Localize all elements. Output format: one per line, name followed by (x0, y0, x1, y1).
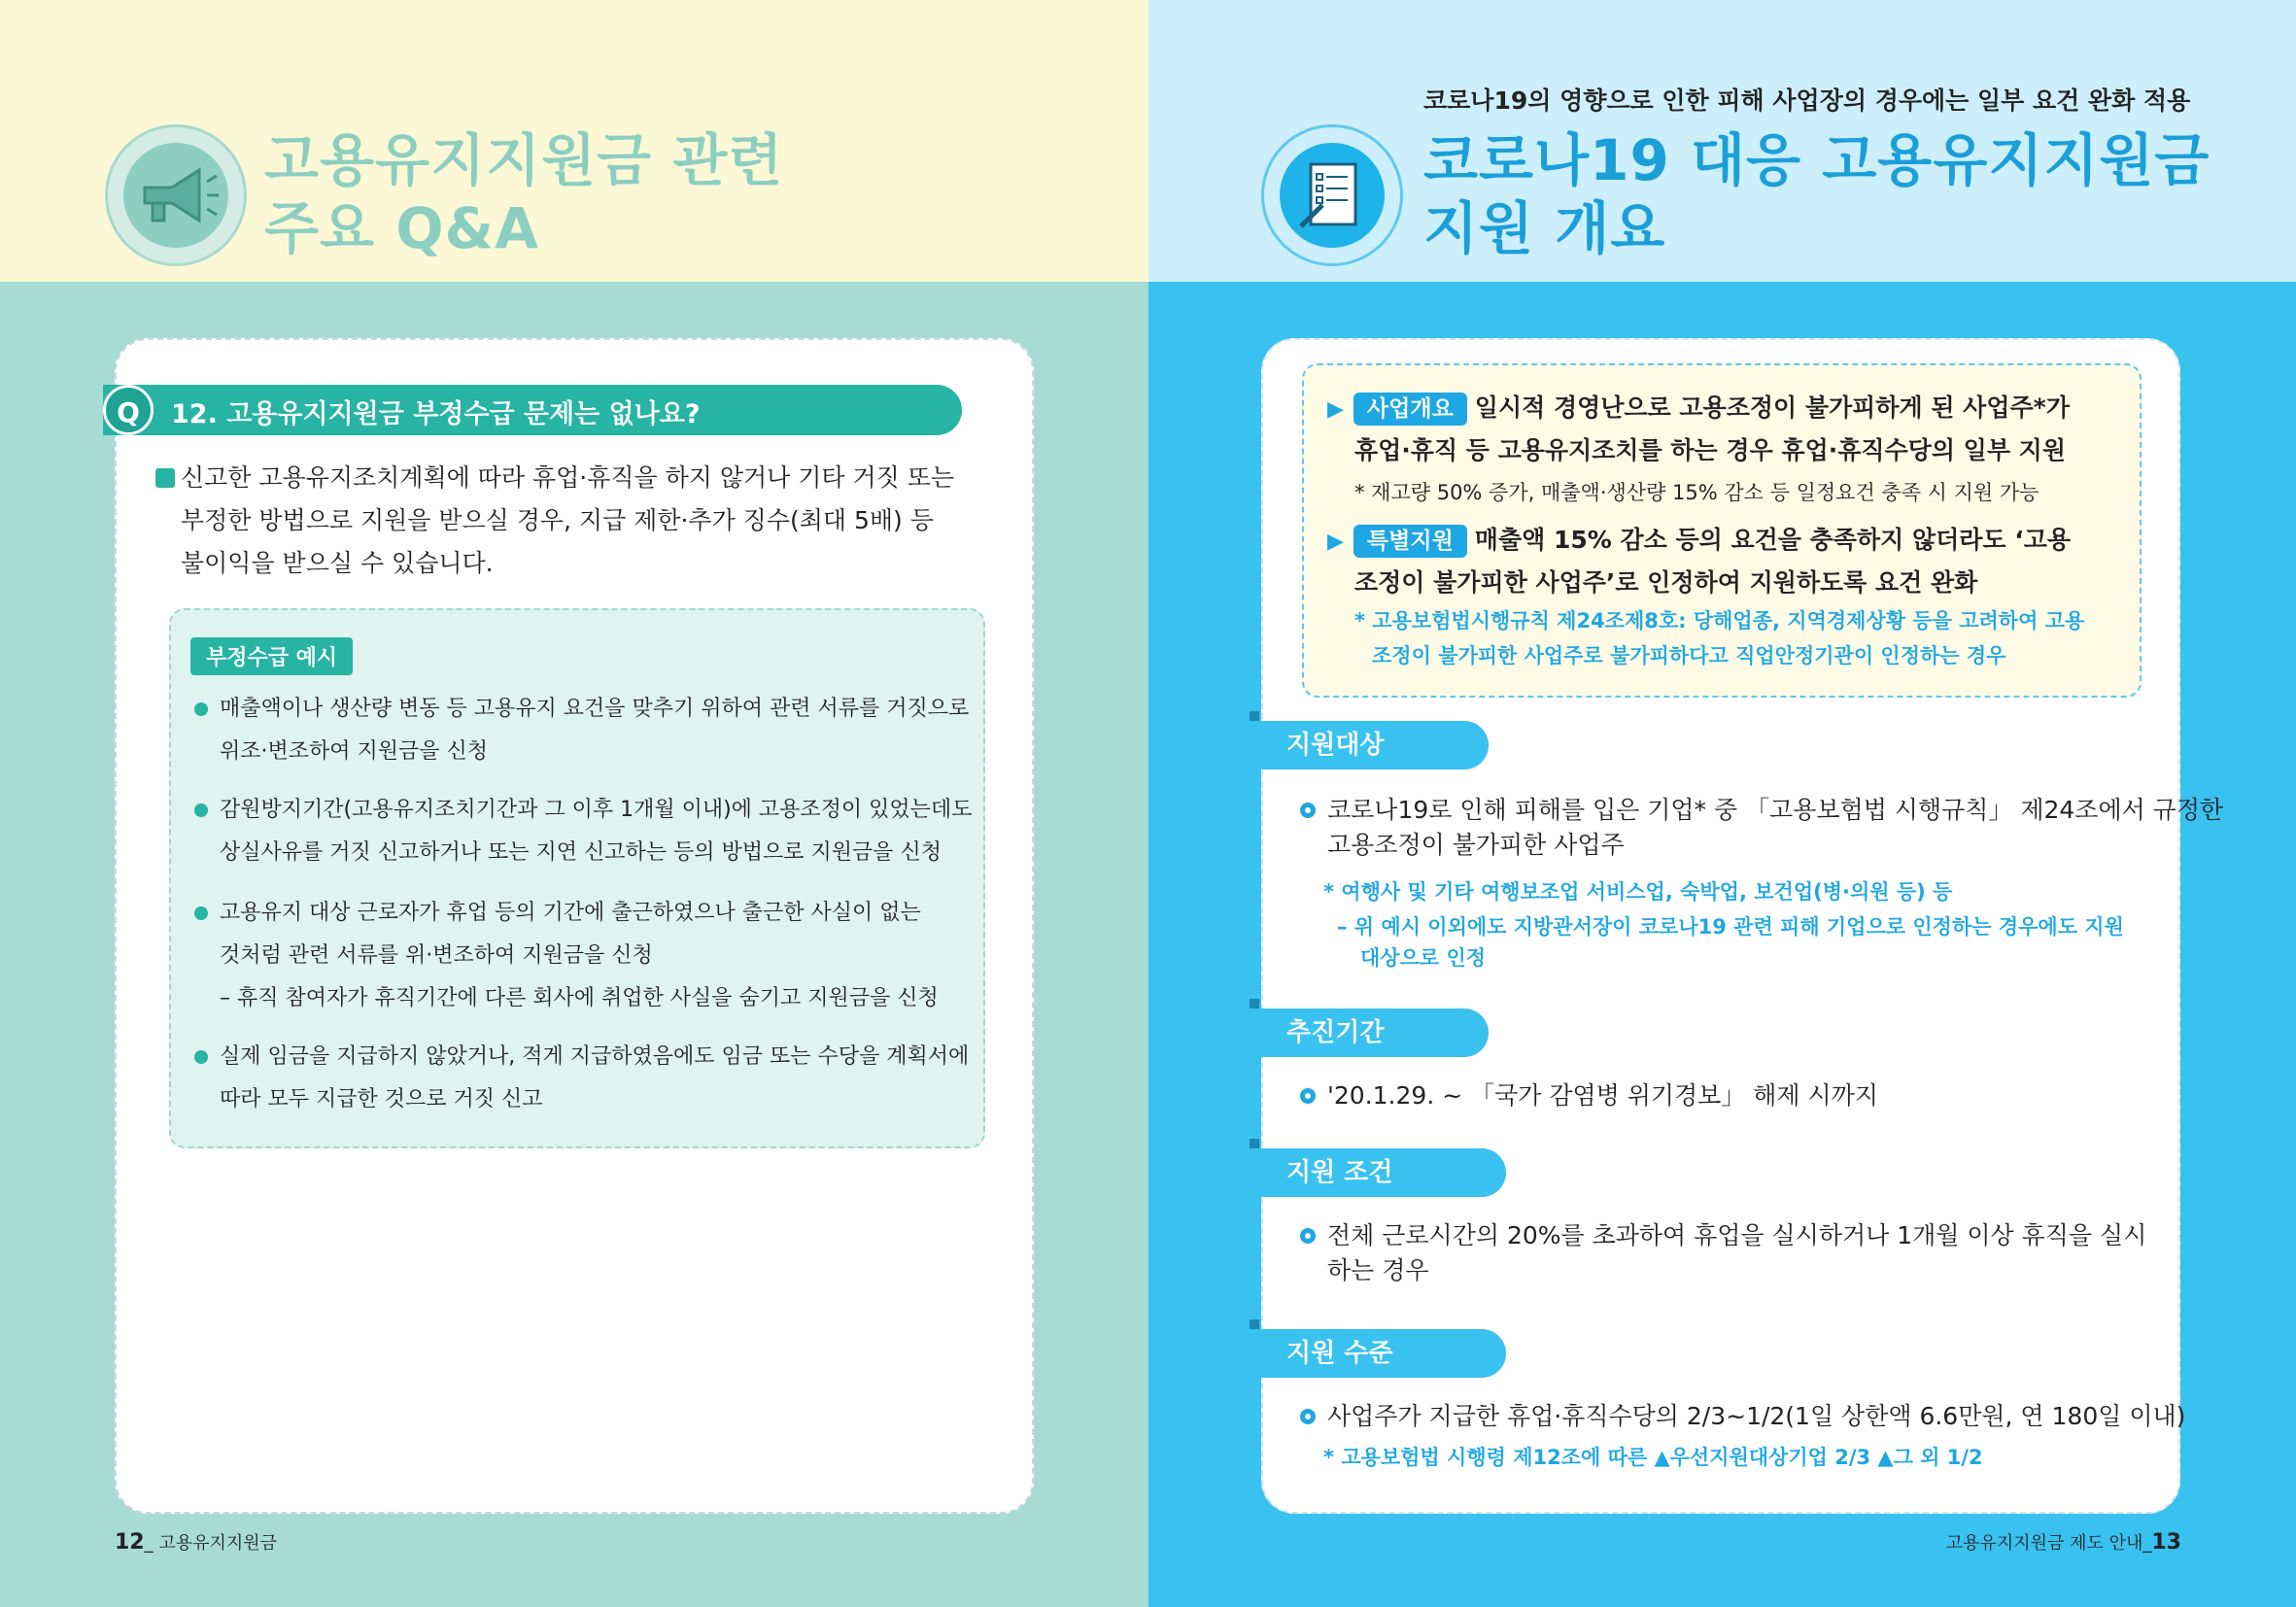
example-line: 위조·변조하여 지원금을 신청 (220, 739, 489, 764)
example-label: 부정수급 예시 (190, 637, 353, 675)
section-bullet (1300, 793, 2224, 863)
square-bullet-icon (155, 468, 175, 488)
triangle-right-icon: ▶ (1327, 397, 1344, 422)
bullet-dot-icon (194, 1050, 208, 1064)
section-note: * 여행사 및 기타 여행보조업 서비스업, 숙박업, 보건업(병·의원 등) 등 (1323, 880, 1953, 904)
right-page-title: 코로나19 대응 고용유지지원금 지원 개요 (1423, 127, 2210, 261)
right-page-subtitle: 코로나19의 영향으로 인한 피해 사업장의 경우에는 일부 요건 완화 적용 (1423, 86, 2191, 115)
section-note: * 고용보험법 시행령 제12조에 따른 ▲우선지원대상기업 2/3 ▲그 외 1/2 (1323, 1446, 1983, 1469)
checklist-icon-badge (1261, 124, 1403, 266)
megaphone-icon-badge (105, 124, 247, 266)
overview-text: 조정이 불가피한 사업주’로 인정하여 지원하도록 요건 완화 (1354, 568, 1978, 597)
section-line: 사업주가 지급한 휴업·휴직수당의 2/3~1/2(1일 상한액 6.6만원, 연 180일 이내) (1327, 1402, 2186, 1430)
overview-text: 휴업·휴직 등 고용유지조치를 하는 경우 휴업·휴직수당의 일부 지원 (1354, 436, 2066, 464)
example-item (194, 892, 972, 1020)
example-item (194, 1036, 972, 1121)
left-footer (115, 1529, 277, 1555)
ring-bullet-icon (1300, 1409, 1316, 1424)
section-line: 전체 근로시간의 20%를 초과하여 휴업을 실시하거나 1개월 이상 휴직을 실시 (1327, 1221, 2147, 1249)
question-marker: Q (103, 385, 154, 435)
left-page-title: 고용유지지원금 관련 주요 Q&A (264, 127, 784, 261)
answer-line: 부정한 방법으로 지원을 받으실 경우, 지급 제한·추가 징수(최대 5배) 등 (181, 506, 934, 534)
overview-text: 매출액 15% 감소 등의 요건을 충족하지 않더라도 ‘고용 (1474, 526, 2072, 554)
tag-business-overview: 사업개요 (1354, 393, 1467, 426)
answer-line: 신고한 고용유지조치계획에 따라 휴업·휴직을 하지 않거나 기타 거짓 또는 (181, 463, 955, 492)
ring-bullet-icon (1300, 803, 1316, 818)
bullet-dot-icon (194, 906, 208, 920)
example-item (194, 688, 972, 773)
overview-row-business (1327, 387, 2070, 431)
example-line: 상실사유를 거짓 신고하거나 또는 지연 신고하는 등의 방법으로 지원금을 신청 (220, 840, 942, 865)
ring-bullet-icon (1300, 1228, 1316, 1244)
right-footer (1946, 1529, 2181, 1555)
example-subline: – 휴직 참여자가 휴직기간에 다른 회사에 취업한 사실을 숨기고 지원금을 신청 (220, 986, 939, 1010)
ring-bullet-icon (1300, 1088, 1316, 1104)
example-line: 매출액이나 생산량 변동 등 고용유지 요건을 맞추기 위하여 관련 서류를 거짓으로 (220, 697, 970, 721)
section-line: 고용조정이 불가피한 사업주 (1327, 831, 1625, 859)
overview-note: * 재고량 50% 증가, 매출액·생산량 15% 감소 등 일정요건 충족 시 지원 가능 (1354, 481, 2039, 504)
section-bullet (1300, 1399, 2186, 1434)
page-number: 12 (115, 1530, 145, 1555)
example-item (194, 789, 972, 874)
section-note: 대상으로 인정 (1360, 946, 1487, 970)
checklist-pen-icon (1280, 143, 1385, 248)
bullet-dot-icon (194, 804, 208, 817)
overview-note: * 고용보험법시행규칙 제24조제8호: 당해업종, 지역경제상황 등을 고려하여 고용 (1354, 609, 2085, 633)
overview-row-special (1327, 519, 2071, 564)
example-line: 감원방지기간(고용유지조치기간과 그 이후 1개월 이내)에 고용조정이 있었는데도 (220, 798, 973, 822)
answer-block (155, 457, 1001, 585)
section-bullet (1300, 1078, 2155, 1113)
example-line: 것처럼 관련 서류를 위·변조하여 지원금을 신청 (220, 943, 653, 968)
overview-text: 일시적 경영난으로 고용조정이 불가피하게 된 사업주*가 (1474, 393, 2070, 422)
answer-line: 불이익을 받으실 수 있습니다. (181, 549, 494, 577)
bullet-dot-icon (194, 702, 208, 716)
section-tab-condition: 지원 조건 (1250, 1148, 1506, 1197)
section-note: – 위 예시 이외에도 지방관서장이 코로나19 관련 피해 기업으로 인정하는 경우에도 지원 (1337, 915, 2124, 939)
example-line: 고용유지 대상 근로자가 휴업 등의 기간에 출근하였으나 출근한 사실이 없는 (220, 901, 921, 925)
question-text: 12. 고용유지지원금 부정수급 문제는 없나요? (171, 399, 701, 429)
section-line: 코로나19로 인해 피해를 입은 기업* 중 「고용보험법 시행규칙」 제24조에서 규정한 (1327, 796, 2224, 824)
section-tab-target: 지원대상 (1250, 721, 1489, 769)
triangle-right-icon: ▶ (1327, 530, 1344, 554)
section-line: 하는 경우 (1327, 1256, 1429, 1284)
section-tab-level: 지원 수준 (1250, 1329, 1506, 1378)
section-tab-period: 추진기간 (1250, 1009, 1489, 1057)
example-line: 실제 임금을 지급하지 않았거나, 적게 지급하였음에도 임금 또는 수당을 계획서에 (220, 1044, 970, 1069)
footer-text: _ 고용유지지원금 (144, 1533, 278, 1554)
megaphone-icon (123, 143, 228, 248)
example-line: 따라 모두 지급한 것으로 거짓 신고 (220, 1087, 543, 1111)
section-bullet (1300, 1218, 2155, 1288)
footer-text: 고용유지지원금 제도 안내_ (1945, 1533, 2152, 1554)
tag-special-support: 특별지원 (1354, 525, 1467, 558)
section-line: '20.1.29. ~ 「국가 감염병 위기경보」 해제 시까지 (1327, 1081, 1878, 1110)
page-number: 13 (2151, 1530, 2181, 1555)
overview-note: 조정이 불가피한 사업주로 불가피하다고 직업안정기관이 인정하는 경우 (1372, 644, 2006, 667)
